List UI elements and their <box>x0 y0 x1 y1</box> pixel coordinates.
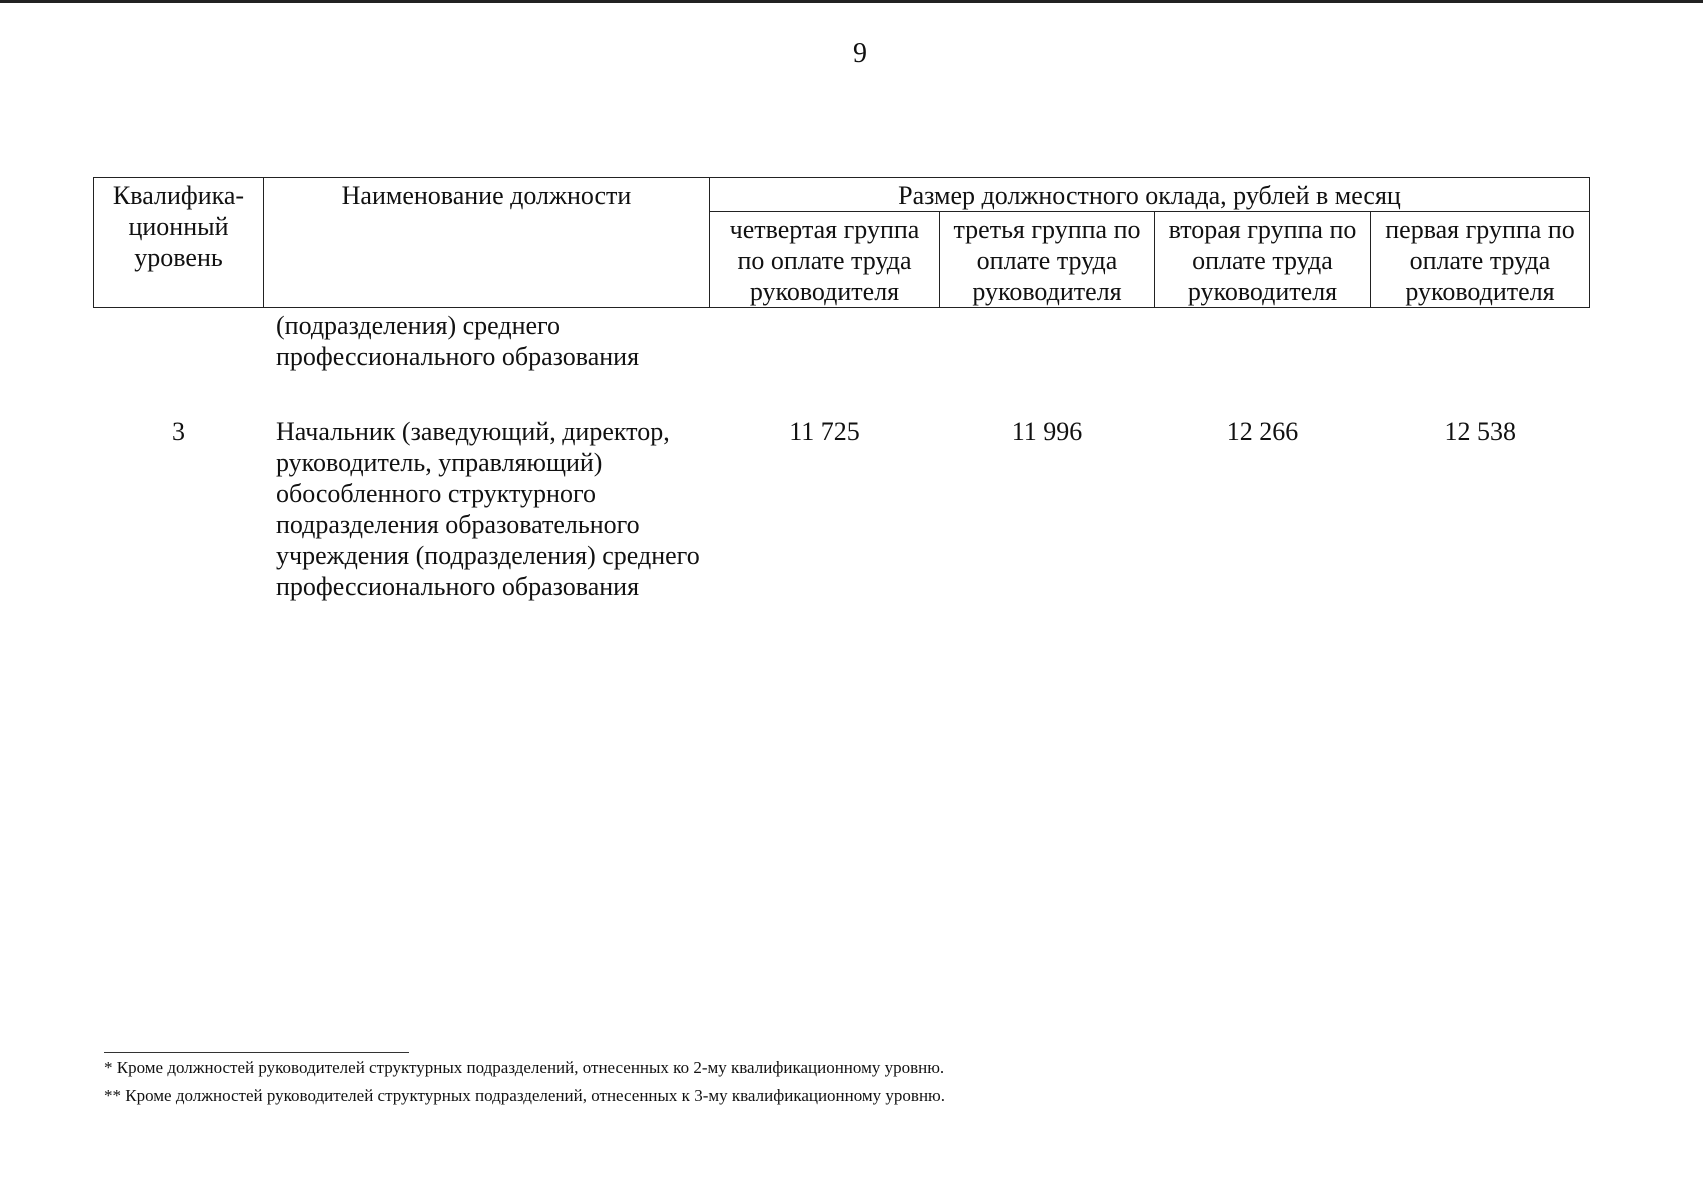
cell-salary-first <box>1371 308 1590 403</box>
footnote: ** Кроме должностей руководителей структурных подразделений, отнесенных к 3-му квалификационному уровню. <box>104 1086 946 1105</box>
header-group-second: вторая группа по оплате труда руководителя <box>1155 212 1371 308</box>
header-qualification-level: Квалифика-ционный уровень <box>94 178 264 308</box>
header-group-third: третья группа по оплате труда руководителя <box>940 212 1155 308</box>
cell-salary-second: 12 266 <box>1226 417 1299 446</box>
cell-position: Начальник (заведующий, директор, руководитель, управляющий) обособленного структурного подразделения образовательного учреждения (подразделения) среднего профессионального образования <box>276 417 700 601</box>
header-position-name: Наименование должности <box>264 178 710 308</box>
footnote: * Кроме должностей руководителей структурных подразделений, отнесенных ко 2-му квалификационному уровню. <box>104 1058 945 1077</box>
table-row <box>94 308 1590 403</box>
cell-level: 3 <box>172 417 185 446</box>
cell-salary-second <box>1155 308 1371 403</box>
table-row <box>94 402 1590 602</box>
header-group-fourth: четвертая группа по оплате труда руководителя <box>710 212 940 308</box>
cell-salary-first: 12 538 <box>1444 417 1516 446</box>
cell-salary-fourth: 11 725 <box>789 417 860 446</box>
top-border-line <box>0 0 1703 3</box>
cell-salary-fourth <box>710 308 940 403</box>
salary-table <box>93 177 1590 602</box>
header-group-first: первая группа по оплате труда руководителя <box>1371 212 1590 308</box>
cell-level <box>94 308 264 403</box>
cell-salary-third <box>940 308 1155 403</box>
footnote-separator <box>104 1052 409 1053</box>
cell-salary-third: 11 996 <box>1011 417 1083 446</box>
page-number: 9 <box>853 38 867 69</box>
header-salary-size: Размер должностного оклада, рублей в месяц <box>710 178 1590 212</box>
cell-position: (подразделения) среднего профессионального образования <box>276 311 640 371</box>
